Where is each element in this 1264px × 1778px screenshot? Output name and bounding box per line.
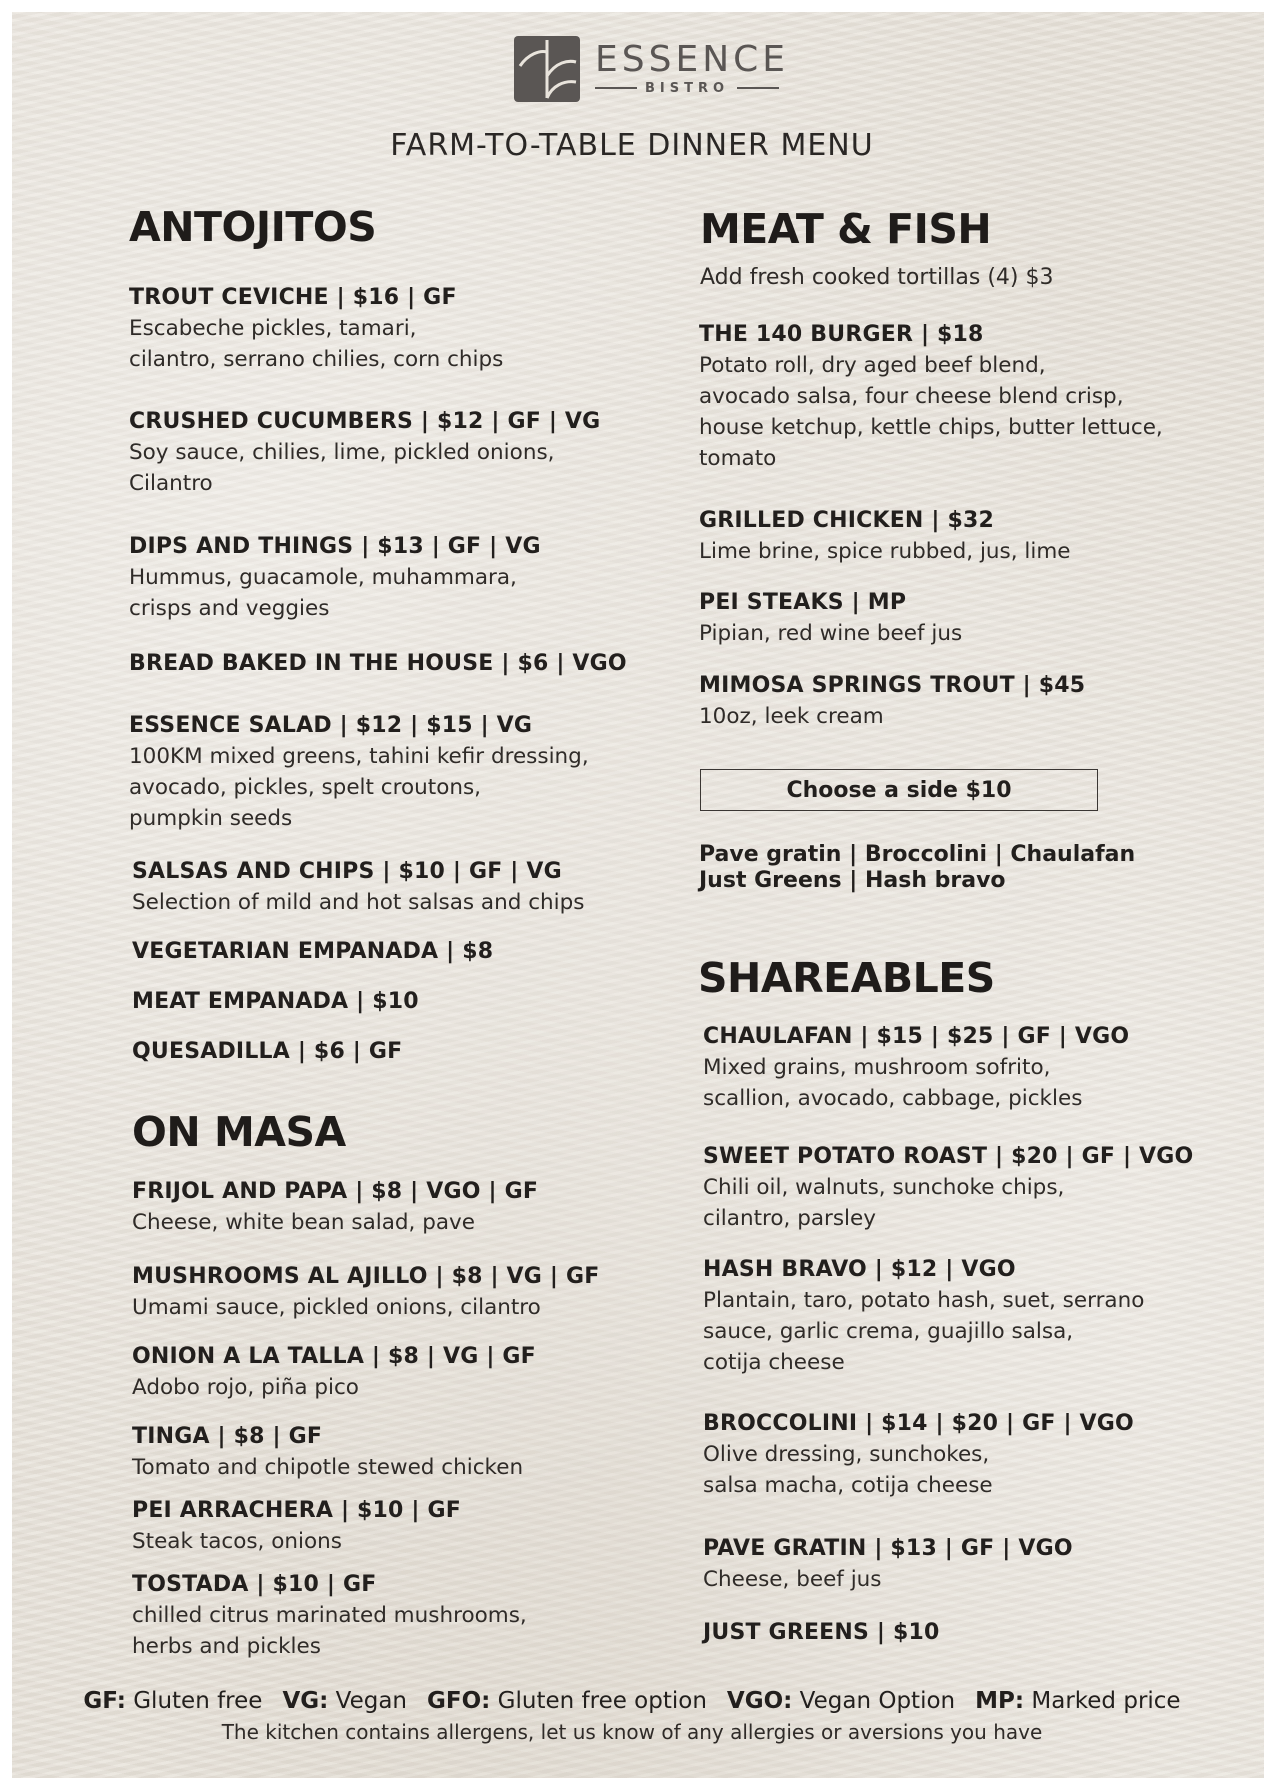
menu-item-description: Lime brine, spice rubbed, jus, lime bbox=[699, 539, 1071, 564]
menu-item bbox=[132, 1422, 523, 1483]
tortilla-note: Add fresh cooked tortillas (4) $3 bbox=[700, 265, 1054, 290]
legend-entry bbox=[975, 1688, 1180, 1714]
menu-item bbox=[132, 1037, 402, 1067]
menu-item-description: cilantro, parsley bbox=[703, 1206, 876, 1231]
menu-item-name: GRILLED CHICKEN | $32 bbox=[699, 508, 995, 533]
menu-item-description: avocado salsa, four cheese blend crisp, bbox=[699, 384, 1124, 409]
allergen-note: The kitchen contains allergens, let us know of any allergies or aversions you have bbox=[221, 1720, 1043, 1744]
menu-item bbox=[699, 506, 1071, 567]
menu-item-description: cilantro, serrano chilies, corn chips bbox=[129, 347, 504, 372]
choose-side-box: Choose a side $10 bbox=[700, 769, 1098, 811]
menu-item-description: Soy sauce, chilies, lime, pickled onions, bbox=[129, 440, 555, 465]
menu-item-description: Hummus, guacamole, muhammara, bbox=[129, 565, 517, 590]
menu-item-description: scallion, avocado, cabbage, pickles bbox=[703, 1086, 1083, 1111]
menu-item bbox=[703, 1534, 1073, 1595]
menu-item-name: ONION A LA TALLA | $8 | VG | GF bbox=[132, 1344, 536, 1369]
menu-item-description: 100KM mixed greens, tahini kefir dressing, bbox=[129, 744, 589, 769]
menu-item-description: Cheese, white bean salad, pave bbox=[132, 1210, 475, 1235]
menu-item bbox=[132, 857, 585, 918]
menu-item bbox=[703, 1618, 940, 1648]
dietary-legend bbox=[0, 1688, 1264, 1714]
menu-item bbox=[129, 711, 589, 834]
menu-item-description: cotija cheese bbox=[703, 1350, 845, 1375]
menu-item-name: ESSENCE SALAD | $12 | $15 | VG bbox=[129, 713, 533, 738]
menu-item-description: salsa macha, cotija cheese bbox=[703, 1473, 993, 1498]
logo-rule-left bbox=[595, 87, 637, 89]
menu-item-name: BROCCOLINI | $14 | $20 | GF | VGO bbox=[703, 1411, 1134, 1436]
heading-antojitos: ANTOJITOS bbox=[129, 203, 377, 251]
menu-item-description: Cilantro bbox=[129, 471, 213, 496]
heading-on-masa: ON MASA bbox=[132, 1108, 346, 1156]
menu-item-description: Escabeche pickles, tamari, bbox=[129, 316, 417, 341]
menu-item-name: HASH BRAVO | $12 | VGO bbox=[703, 1257, 1016, 1282]
brand-sub: BISTRO bbox=[644, 80, 730, 96]
menu-item-name: SALSAS AND CHIPS | $10 | GF | VG bbox=[132, 859, 562, 884]
menu-item-description: Umami sauce, pickled onions, cilantro bbox=[132, 1295, 541, 1320]
menu-item bbox=[132, 1342, 536, 1403]
menu-item-description: Pipian, red wine beef jus bbox=[699, 621, 963, 646]
menu-item bbox=[132, 1570, 527, 1662]
legend-key: VG: bbox=[282, 1688, 329, 1714]
legend-entry bbox=[427, 1688, 707, 1714]
menu-item-description: crisps and veggies bbox=[129, 596, 330, 621]
legend-entry bbox=[282, 1688, 407, 1714]
menu-item bbox=[703, 1255, 1144, 1378]
menu-item bbox=[129, 283, 503, 375]
menu-item-description: herbs and pickles bbox=[132, 1634, 321, 1659]
menu-item-description: Plantain, taro, potato hash, suet, serrano bbox=[703, 1288, 1145, 1313]
menu-item-name: CRUSHED CUCUMBERS | $12 | GF | VG bbox=[129, 409, 601, 434]
menu-item bbox=[699, 320, 1163, 474]
heading-shareables: SHAREABLES bbox=[698, 954, 995, 1002]
menu-item-description: sauce, garlic crema, guajillo salsa, bbox=[703, 1319, 1074, 1344]
menu-item-description: avocado, pickles, spelt croutons, bbox=[129, 775, 482, 800]
menu-item bbox=[699, 588, 962, 649]
legend-label: Marked price bbox=[1031, 1688, 1181, 1714]
side-options bbox=[699, 842, 1135, 894]
menu-item bbox=[703, 1022, 1129, 1114]
menu-item-description: pumpkin seeds bbox=[129, 806, 293, 831]
menu-item bbox=[129, 407, 600, 499]
menu-item-name: TROUT CEVICHE | $16 | GF bbox=[129, 285, 457, 310]
menu-item-name: TOSTADA | $10 | GF bbox=[132, 1572, 377, 1597]
menu-item-description: Olive dressing, sunchokes, bbox=[703, 1442, 990, 1467]
menu-item-description: house ketchup, kettle chips, butter lettuce, bbox=[699, 415, 1163, 440]
menu-item-name: SWEET POTATO ROAST | $20 | GF | VGO bbox=[703, 1144, 1194, 1169]
menu-item-name: PEI ARRACHERA | $10 | GF bbox=[132, 1498, 461, 1523]
menu-title: FARM-TO-TABLE DINNER MENU bbox=[390, 128, 874, 163]
menu-item-description: Steak tacos, onions bbox=[132, 1529, 342, 1554]
menu-item-description: tomato bbox=[699, 446, 777, 471]
logo-rule-right bbox=[737, 87, 779, 89]
menu-item-name: THE 140 BURGER | $18 bbox=[699, 322, 984, 347]
brand-logo bbox=[514, 36, 790, 104]
menu-item-name: BREAD BAKED IN THE HOUSE | $6 | VGO bbox=[129, 651, 627, 676]
menu-item-description: Chili oil, walnuts, sunchoke chips, bbox=[703, 1175, 1065, 1200]
menu-item-name: CHAULAFAN | $15 | $25 | GF | VGO bbox=[703, 1024, 1130, 1049]
menu-item-description: Potato roll, dry aged beef blend, bbox=[699, 353, 1046, 378]
brand-subtitle bbox=[595, 80, 779, 96]
menu-item bbox=[132, 937, 493, 967]
menu-item-name: FRIJOL AND PAPA | $8 | VGO | GF bbox=[132, 1179, 539, 1204]
menu-item-description: Cheese, beef jus bbox=[703, 1567, 882, 1592]
leaf-logo-icon bbox=[514, 36, 580, 102]
heading-meat-fish: MEAT & FISH bbox=[700, 205, 992, 253]
brand-name: ESSENCE bbox=[595, 39, 790, 80]
menu-item-description: Tomato and chipotle stewed chicken bbox=[132, 1455, 524, 1480]
menu-item-name: JUST GREENS | $10 bbox=[703, 1620, 940, 1645]
menu-item-description: Selection of mild and hot salsas and chips bbox=[132, 890, 585, 915]
menu-item bbox=[132, 987, 419, 1017]
side-options-line: Pave gratin | Broccolini | Chaulafan bbox=[699, 842, 1136, 867]
menu-item-name: MEAT EMPANADA | $10 bbox=[132, 989, 419, 1014]
menu-item-description: chilled citrus marinated mushrooms, bbox=[132, 1603, 527, 1628]
legend-key: MP: bbox=[975, 1688, 1025, 1714]
menu-item-name: VEGETARIAN EMPANADA | $8 bbox=[132, 939, 494, 964]
legend-key: GFO: bbox=[427, 1688, 491, 1714]
menu-item-name: TINGA | $8 | GF bbox=[132, 1424, 323, 1449]
menu-item-name: QUESADILLA | $6 | GF bbox=[132, 1039, 403, 1064]
menu-item-name: DIPS AND THINGS | $13 | GF | VG bbox=[129, 534, 541, 559]
legend-label: Gluten free option bbox=[497, 1688, 707, 1714]
menu-item-name: MUSHROOMS AL AJILLO | $8 | VG | GF bbox=[132, 1264, 600, 1289]
legend-key: VGO: bbox=[726, 1688, 793, 1714]
menu-item bbox=[132, 1177, 538, 1238]
legend-label: Vegan Option bbox=[799, 1688, 956, 1714]
menu-item bbox=[699, 671, 1085, 732]
menu-item-description: Adobo rojo, piña pico bbox=[132, 1375, 359, 1400]
menu-item bbox=[703, 1142, 1193, 1234]
legend-label: Gluten free bbox=[133, 1688, 263, 1714]
menu-item-description: 10oz, leek cream bbox=[699, 704, 884, 729]
menu-item bbox=[129, 649, 627, 679]
legend-label: Vegan bbox=[335, 1688, 408, 1714]
menu-item bbox=[132, 1496, 461, 1557]
legend-entry bbox=[83, 1688, 262, 1714]
menu-item-name: MIMOSA SPRINGS TROUT | $45 bbox=[699, 673, 1086, 698]
side-options-line: Just Greens | Hash bravo bbox=[699, 868, 1006, 893]
menu-item bbox=[129, 532, 541, 624]
menu-item-description: Mixed grains, mushroom sofrito, bbox=[703, 1055, 1051, 1080]
menu-item-name: PAVE GRATIN | $13 | GF | VGO bbox=[703, 1536, 1073, 1561]
legend-entry bbox=[727, 1688, 955, 1714]
menu-item bbox=[703, 1409, 1134, 1501]
menu-item bbox=[132, 1262, 599, 1323]
legend-key: GF: bbox=[83, 1688, 126, 1714]
menu-item-name: PEI STEAKS | MP bbox=[699, 590, 907, 615]
